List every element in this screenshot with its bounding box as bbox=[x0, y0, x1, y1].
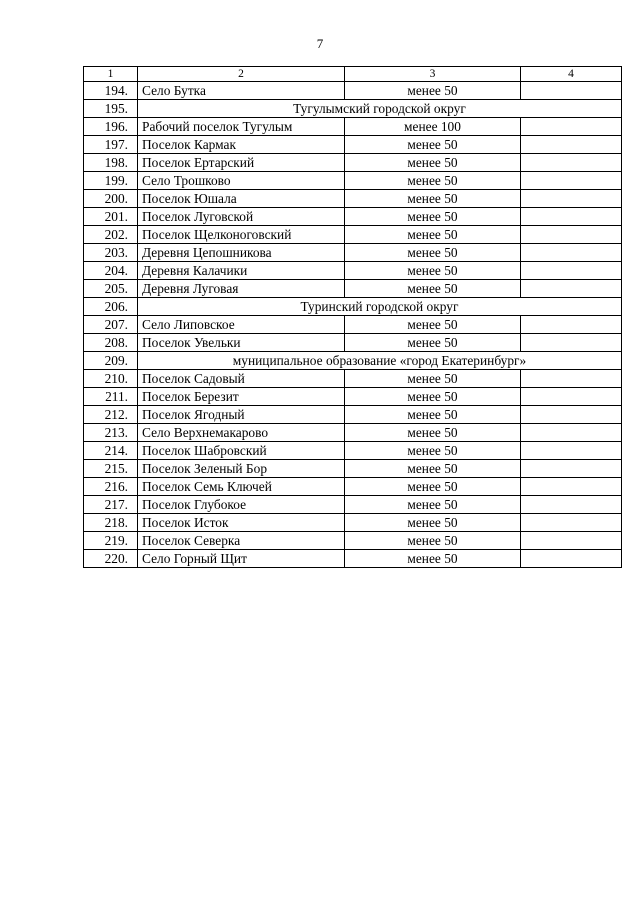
column-4-cell bbox=[521, 532, 622, 550]
table-row bbox=[84, 226, 622, 244]
population-value: менее 50 bbox=[345, 154, 521, 172]
section-row bbox=[84, 100, 622, 118]
table-row bbox=[84, 136, 622, 154]
section-row bbox=[84, 352, 622, 370]
settlement-name: Поселок Зеленый Бор bbox=[138, 460, 345, 478]
population-value: менее 50 bbox=[345, 244, 521, 262]
population-value: менее 50 bbox=[345, 262, 521, 280]
column-4-cell bbox=[521, 280, 622, 298]
settlement-name: Село Бутка bbox=[138, 82, 345, 100]
row-number: 214. bbox=[84, 442, 138, 460]
settlement-name: Село Липовское bbox=[138, 316, 345, 334]
row-number: 195. bbox=[84, 100, 138, 118]
table-row bbox=[84, 460, 622, 478]
column-number-row bbox=[84, 67, 622, 82]
population-value: менее 50 bbox=[345, 190, 521, 208]
column-number-4: 4 bbox=[521, 67, 622, 82]
section-title: Туринский городской округ bbox=[138, 298, 622, 316]
population-value: менее 50 bbox=[345, 388, 521, 406]
population-value: менее 50 bbox=[345, 172, 521, 190]
settlement-name: Поселок Глубокое bbox=[138, 496, 345, 514]
table-row bbox=[84, 496, 622, 514]
column-4-cell bbox=[521, 316, 622, 334]
settlement-name: Село Горный Щит bbox=[138, 550, 345, 568]
row-number: 194. bbox=[84, 82, 138, 100]
row-number: 203. bbox=[84, 244, 138, 262]
column-4-cell bbox=[521, 208, 622, 226]
row-number: 208. bbox=[84, 334, 138, 352]
population-value: менее 50 bbox=[345, 280, 521, 298]
population-value: менее 50 bbox=[345, 442, 521, 460]
row-number: 209. bbox=[84, 352, 138, 370]
row-number: 210. bbox=[84, 370, 138, 388]
population-value: менее 50 bbox=[345, 460, 521, 478]
table-row bbox=[84, 550, 622, 568]
table-row bbox=[84, 190, 622, 208]
population-value: менее 50 bbox=[345, 496, 521, 514]
table-row bbox=[84, 172, 622, 190]
column-4-cell bbox=[521, 136, 622, 154]
settlement-name: Деревня Калачики bbox=[138, 262, 345, 280]
table-row bbox=[84, 424, 622, 442]
settlement-name: Поселок Щелконоговский bbox=[138, 226, 345, 244]
column-4-cell bbox=[521, 460, 622, 478]
table-row bbox=[84, 478, 622, 496]
population-value: менее 50 bbox=[345, 226, 521, 244]
column-4-cell bbox=[521, 244, 622, 262]
population-value: менее 50 bbox=[345, 136, 521, 154]
row-number: 202. bbox=[84, 226, 138, 244]
settlement-name: Поселок Кармак bbox=[138, 136, 345, 154]
table-row bbox=[84, 154, 622, 172]
settlement-name: Поселок Садовый bbox=[138, 370, 345, 388]
population-value: менее 50 bbox=[345, 424, 521, 442]
table-body bbox=[84, 67, 622, 568]
table-row bbox=[84, 370, 622, 388]
row-number: 205. bbox=[84, 280, 138, 298]
column-4-cell bbox=[521, 154, 622, 172]
settlement-name: Поселок Исток bbox=[138, 514, 345, 532]
table-row bbox=[84, 208, 622, 226]
population-value: менее 50 bbox=[345, 406, 521, 424]
column-4-cell bbox=[521, 478, 622, 496]
population-value: менее 50 bbox=[345, 208, 521, 226]
population-value: менее 50 bbox=[345, 370, 521, 388]
settlement-name: Поселок Юшала bbox=[138, 190, 345, 208]
column-4-cell bbox=[521, 262, 622, 280]
table-row bbox=[84, 442, 622, 460]
settlement-name: Поселок Ертарский bbox=[138, 154, 345, 172]
column-4-cell bbox=[521, 118, 622, 136]
population-value: менее 50 bbox=[345, 514, 521, 532]
row-number: 204. bbox=[84, 262, 138, 280]
column-4-cell bbox=[521, 370, 622, 388]
table-row bbox=[84, 514, 622, 532]
section-row bbox=[84, 298, 622, 316]
row-number: 216. bbox=[84, 478, 138, 496]
settlement-name: Село Верхнемакарово bbox=[138, 424, 345, 442]
column-4-cell bbox=[521, 190, 622, 208]
column-4-cell bbox=[521, 334, 622, 352]
population-value: менее 50 bbox=[345, 550, 521, 568]
section-title: Тугулымский городской округ bbox=[138, 100, 622, 118]
population-value: менее 50 bbox=[345, 334, 521, 352]
settlement-name: Поселок Шабровский bbox=[138, 442, 345, 460]
row-number: 220. bbox=[84, 550, 138, 568]
settlements-table bbox=[83, 66, 622, 568]
population-value: менее 50 bbox=[345, 532, 521, 550]
row-number: 212. bbox=[84, 406, 138, 424]
row-number: 219. bbox=[84, 532, 138, 550]
table-row bbox=[84, 280, 622, 298]
column-number-1: 1 bbox=[84, 67, 138, 82]
row-number: 197. bbox=[84, 136, 138, 154]
table-row bbox=[84, 388, 622, 406]
settlement-name: Поселок Увельки bbox=[138, 334, 345, 352]
population-value: менее 50 bbox=[345, 316, 521, 334]
table-row bbox=[84, 532, 622, 550]
row-number: 196. bbox=[84, 118, 138, 136]
row-number: 217. bbox=[84, 496, 138, 514]
row-number: 200. bbox=[84, 190, 138, 208]
row-number: 218. bbox=[84, 514, 138, 532]
table-row bbox=[84, 262, 622, 280]
settlement-name: Село Трошково bbox=[138, 172, 345, 190]
table-row bbox=[84, 406, 622, 424]
row-number: 198. bbox=[84, 154, 138, 172]
settlement-name: Поселок Березит bbox=[138, 388, 345, 406]
column-4-cell bbox=[521, 82, 622, 100]
column-number-2: 2 bbox=[138, 67, 345, 82]
column-number-3: 3 bbox=[345, 67, 521, 82]
settlement-name: Рабочий поселок Тугулым bbox=[138, 118, 345, 136]
column-4-cell bbox=[521, 442, 622, 460]
column-4-cell bbox=[521, 514, 622, 532]
settlement-name: Поселок Северка bbox=[138, 532, 345, 550]
page-number: 7 bbox=[316, 36, 324, 51]
table-row bbox=[84, 118, 622, 136]
column-4-cell bbox=[521, 496, 622, 514]
row-number: 199. bbox=[84, 172, 138, 190]
row-number: 213. bbox=[84, 424, 138, 442]
column-4-cell bbox=[521, 172, 622, 190]
table-row bbox=[84, 334, 622, 352]
column-4-cell bbox=[521, 550, 622, 568]
column-4-cell bbox=[521, 406, 622, 424]
settlement-name: Поселок Семь Ключей bbox=[138, 478, 345, 496]
column-4-cell bbox=[521, 226, 622, 244]
table-row bbox=[84, 82, 622, 100]
population-value: менее 100 bbox=[345, 118, 521, 136]
settlement-name: Поселок Луговской bbox=[138, 208, 345, 226]
row-number: 211. bbox=[84, 388, 138, 406]
population-value: менее 50 bbox=[345, 82, 521, 100]
settlement-name: Деревня Луговая bbox=[138, 280, 345, 298]
row-number: 206. bbox=[84, 298, 138, 316]
column-4-cell bbox=[521, 424, 622, 442]
row-number: 215. bbox=[84, 460, 138, 478]
row-number: 207. bbox=[84, 316, 138, 334]
table-row bbox=[84, 316, 622, 334]
section-title: муниципальное образование «город Екатеринбург» bbox=[138, 352, 622, 370]
population-value: менее 50 bbox=[345, 478, 521, 496]
settlement-name: Деревня Цепошникова bbox=[138, 244, 345, 262]
table-row bbox=[84, 244, 622, 262]
row-number: 201. bbox=[84, 208, 138, 226]
column-4-cell bbox=[521, 388, 622, 406]
settlement-name: Поселок Ягодный bbox=[138, 406, 345, 424]
